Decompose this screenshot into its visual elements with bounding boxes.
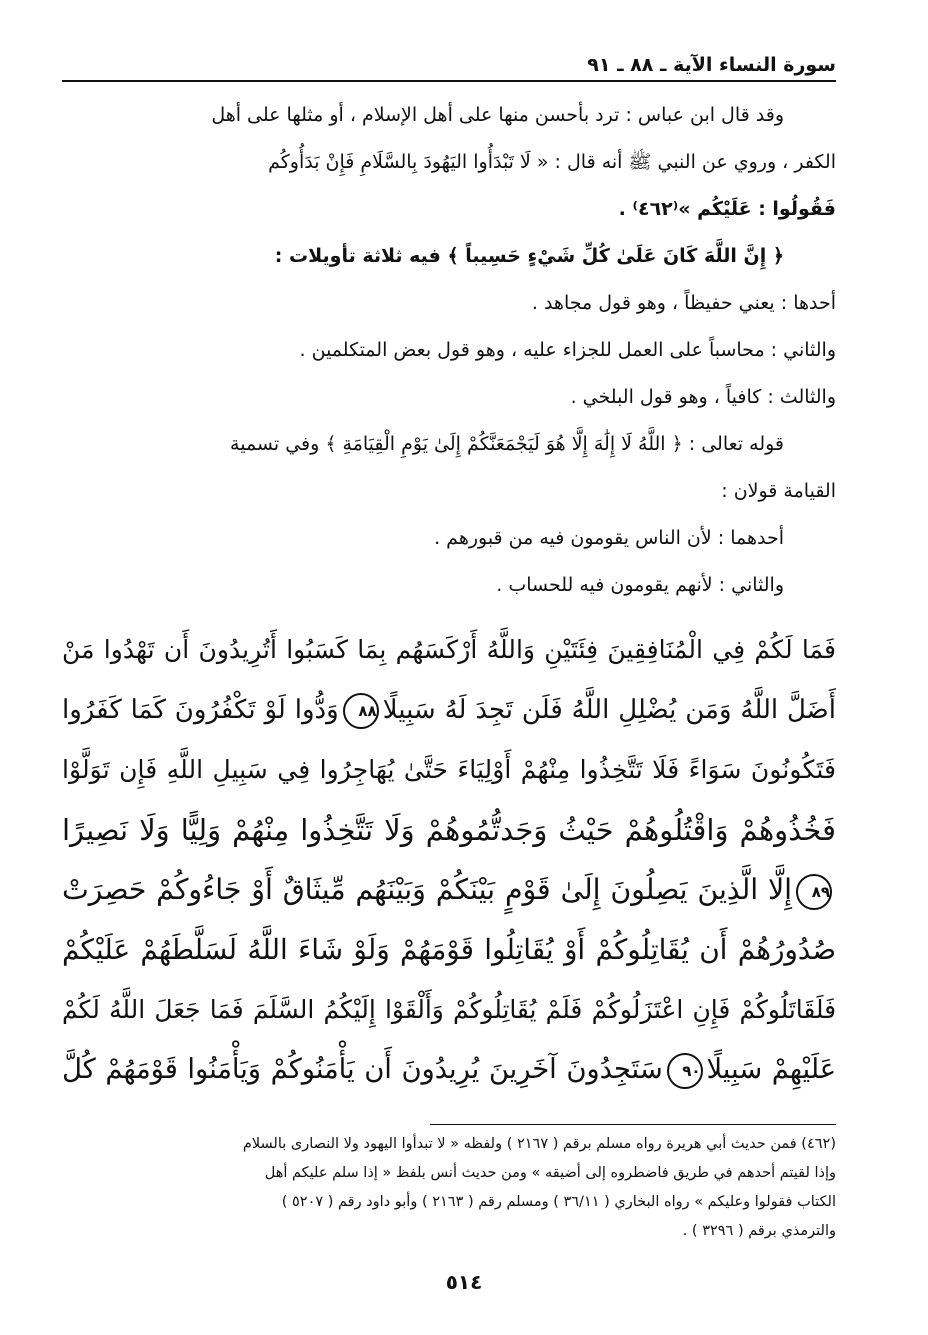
footnote-line: (٤٦٢) فمن حديث أبي هريرة رواه مسلم برقم ( ٢١٦٧ ) ولفظه « لا تبدأوا اليهود ولا النصارى بالسلام [242, 1136, 836, 1152]
verse-line [62, 980, 836, 1040]
commentary-line: قوله تعالى : ﴿ اللَّهُ لَا إِلَٰهَ إِلَّا هُوَ لَيَجْمَعَنَّكُمْ إِلَىٰ يَوْمِ الْقِيَامَةِ ﴾ وفي تسمية [230, 433, 784, 455]
ayah-number-89: ٨٩ [796, 874, 832, 910]
commentary-line: القيامة قولان : [721, 480, 836, 502]
verse-text: فَتَكُونُونَ سَوَاءً فَلَا تَتَّخِذُوا مِنْهُمْ أَوْلِيَاءَ حَتَّىٰ يُهَاجِرُوا فِي سَبِيلِ اللَّهِ فَإِن تَوَلَّوْا [62, 755, 836, 784]
verse-text: أَضَلَّ اللَّهُ وَمَن يُضْلِلِ اللَّهُ فَلَن تَجِدَ لَهُ سَبِيلًا [382, 695, 836, 725]
verse-text: صُدُورُهُمْ أَن يُقَاتِلُوكُمْ أَوْ يُقَاتِلُوا قَوْمَهُمْ وَلَوْ شَاءَ اللَّهُ لَسَلَّطَهُمْ عَلَيْكُمْ [62, 933, 836, 966]
commentary-line: وقد قال ابن عباس : ترد بأحسن منها على أهل الإسلام ، أو مثلها على أهل [211, 104, 784, 126]
verse-line [62, 740, 836, 800]
commentary-line: الكفر ، وروي عن النبي ﷺ أنه قال : « لَا تَبْدَأُوا اليَهُودَ بِالسَّلَامِ فَإِنْ بَدَأُوكُم [268, 151, 836, 173]
page-number: ٥١٤ [445, 1270, 483, 1294]
footnote [62, 1130, 836, 1246]
commentary-line: فَقُولُوا : عَلَيْكُم »⁽٤٦٢⁾ . [618, 198, 836, 220]
ayah-number-88: ٨٨ [343, 693, 379, 729]
commentary-line: أحدهما : لأن الناس يقومون فيه من قبورهم . [434, 527, 784, 549]
verse-text: فَخُذُوهُمْ وَاقْتُلُوهُمْ حَيْثُ وَجَدتُّمُوهُمْ وَلَا تَتَّخِذُوا مِنْهُمْ وَلِيًّا وَلَا نَصِيرًا [62, 813, 836, 847]
verse-text: فَمَا لَكُمْ فِي الْمُنَافِقِينَ فِئَتَيْنِ وَاللَّهُ أَرْكَسَهُم بِمَا كَسَبُوا أَتُرِيدُونَ أَن تَهْدُوا مَنْ [62, 635, 836, 664]
commentary-text [62, 92, 836, 609]
verse-text: وَدُّوا لَوْ تَكْفُرُونَ كَمَا كَفَرُوا [62, 695, 339, 725]
verse-text: عَلَيْهِمْ سَبِيلًا [706, 1054, 836, 1085]
commentary-line: والثاني : محاسباً على العمل للجزاء عليه ، وهو قول بعض المتكلمين . [299, 339, 836, 361]
commentary-line: والثاني : لأنهم يقومون فيه للحساب . [496, 574, 784, 596]
verse-line [62, 680, 836, 740]
verse-text: فَلَقَاتَلُوكُمْ فَإِنِ اعْتَزَلُوكُمْ فَلَمْ يُقَاتِلُوكُمْ وَأَلْقَوْا إِلَيْكُمُ السَّلَمَ فَمَا جَعَلَ اللَّهُ لَكُمْ [62, 995, 836, 1024]
footnote-line: وإذا لقيتم أحدهم في طريق فاضطروه إلى أضيقه » ومن حديث أنس بلفظ « إذا سلم عليكم أهل [264, 1165, 836, 1181]
commentary-line: أحدها : يعني حفيظاً ، وهو قول مجاهد . [531, 292, 836, 314]
verse-line [62, 800, 836, 860]
ayah-number-90: ٩٠ [667, 1053, 703, 1089]
running-header [62, 44, 836, 82]
footnote-line: الكتاب فقولوا وعليكم » رواه البخاري ( ٣٦/١١ ) ومسلم رقم ( ٢١٦٣ ) وأبو داود رقم ( ٥٢٠٧ ) [281, 1194, 836, 1210]
commentary-line: والثالث : كافياً ، وهو قول البلخي . [570, 386, 836, 408]
verse-line [62, 620, 836, 680]
verse-line [62, 1040, 836, 1100]
verse-text: إِلَّا الَّذِينَ يَصِلُونَ إِلَىٰ قَوْمٍ بَيْنَكُمْ وَبَيْنَهُم مِّيثَاقٌ أَوْ جَاءُوكُمْ حَصِرَتْ [62, 873, 792, 906]
quran-verses [62, 620, 836, 1100]
verse-text: سَتَجِدُونَ آخَرِينَ يُرِيدُونَ أَن يَأْمَنُوكُمْ وَيَأْمَنُوا قَوْمَهُمْ كُلَّ [62, 1054, 663, 1085]
commentary-line: ﴿ إِنَّ اللَّهَ كَانَ عَلَىٰ كُلِّ شَيْءٍ حَسِيباً ﴾ فيه ثلاثة تأويلات : [274, 245, 784, 267]
footnote-line: والترمذي برقم ( ٣٢٩٦ ) . [682, 1223, 836, 1239]
footnote-divider [430, 1124, 836, 1125]
verse-line [62, 860, 836, 920]
verse-line [62, 920, 836, 980]
header-title: سورة النساء الآية ـ ٨٨ ـ ٩١ [587, 54, 836, 76]
